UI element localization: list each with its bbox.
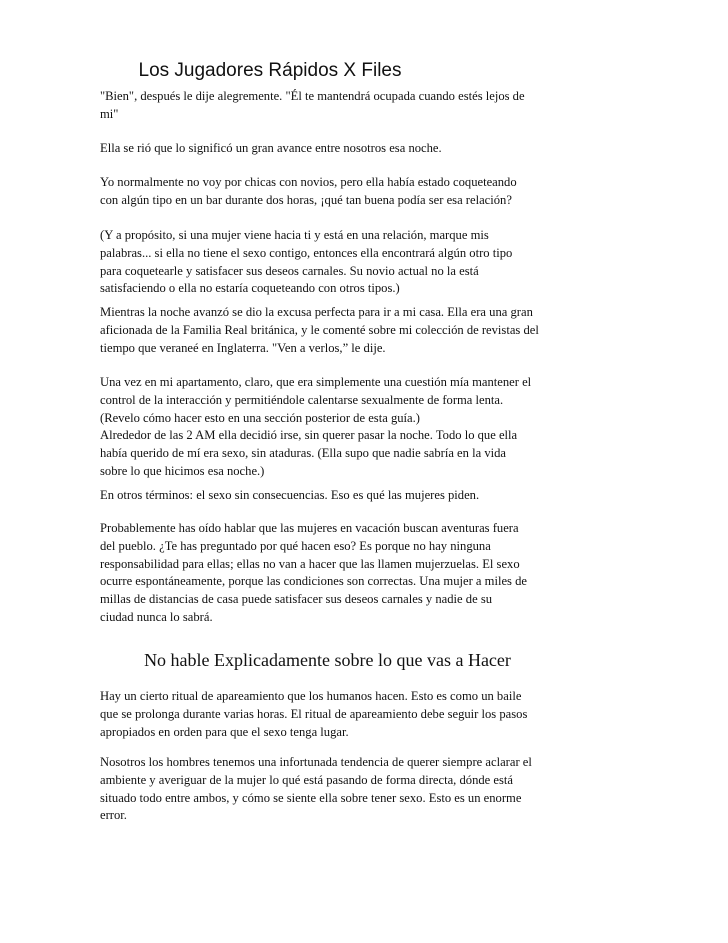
page-title: Los Jugadores Rápidos X Files <box>138 60 402 81</box>
section-heading: No hable Explicadamente sobre lo que vas a Hacer <box>144 650 511 670</box>
paragraph-8: Probablemente has oído hablar que las mujeres en vacación buscan aventuras fuera del pueblo. ¿Te has preguntado por qué hacen eso? Es porque no hay ninguna responsabilidad para ellas; ellas no van a hacer que las llamen mujerzuelas. El sexo ocurre espontáneamente, porque las condiciones son correctas. Una mujer a miles de millas de distancias de casa puede satisfacer sus deseos carnales y nadie de su ciudad nunca lo sabrá. <box>100 521 527 624</box>
paragraph-4: (Y a propósito, si una mujer viene hacia ti y está en una relación, marque mis palabras... si ella no tiene el sexo contigo, entonces ella encontrará algún otro tipo para coquetearle y satisfacer sus deseos carnales. Su novio actual no la está satisfaciendo o ella no estaría coqueteando con otros tipos.) <box>100 228 513 296</box>
paragraph-3: Yo normalmente no voy por chicas con novios, pero ella había estado coqueteando con algún tipo en un bar durante dos horas, ¡qué tan buena podía ser esa relación? <box>100 175 517 207</box>
paragraph-9: Hay un cierto ritual de apareamiento que los humanos hacen. Esto es como un baile que se prolonga durante varias horas. El ritual de apareamiento debe seguir los pasos apropiados en orden para que el sexo tenga lugar. <box>100 689 528 739</box>
paragraph-1: "Bien", después le dije alegremente. "Él te mantendrá ocupada cuando estés lejos de mi" <box>100 89 525 121</box>
paragraph-2: Ella se rió que lo significó un gran avance entre nosotros esa noche. <box>100 141 442 155</box>
paragraph-7: En otros términos: el sexo sin consecuencias. Eso es qué las mujeres piden. <box>100 488 480 502</box>
paragraph-6: Una vez en mi apartamento, claro, que era simplemente una cuestión mía mantener el control de la interacción y permitiéndole calentarse sexualmente de forma lenta. (Revelo cómo hacer esto en una sección posterior de esta guía.) Alrededor de las 2 AM ella decidió irse, sin querer pasar la noche. Todo lo que ella había querido de mí era sexo, sin ataduras. (Ella supo que nadie sabría en la vida sobre lo que hicimos esa noche.) <box>100 375 532 478</box>
paragraph-5: Mientras la noche avanzó se dio la excusa perfecta para ir a mi casa. Ella era una gran aficionada de la Familia Real británica, y le comenté sobre mi colección de revistas del tiempo que veraneé en Inglaterra. "Ven a verlos,” le dije. <box>100 305 539 355</box>
paragraph-10: Nosotros los hombres tenemos una infortunada tendencia de querer siempre aclarar el ambiente y averiguar de la mujer lo qué está pasando de forma directa, dónde está situado todo entre ambos, y cómo se siente ella sobre tener sexo. Esto es un enorme error. <box>100 755 532 823</box>
